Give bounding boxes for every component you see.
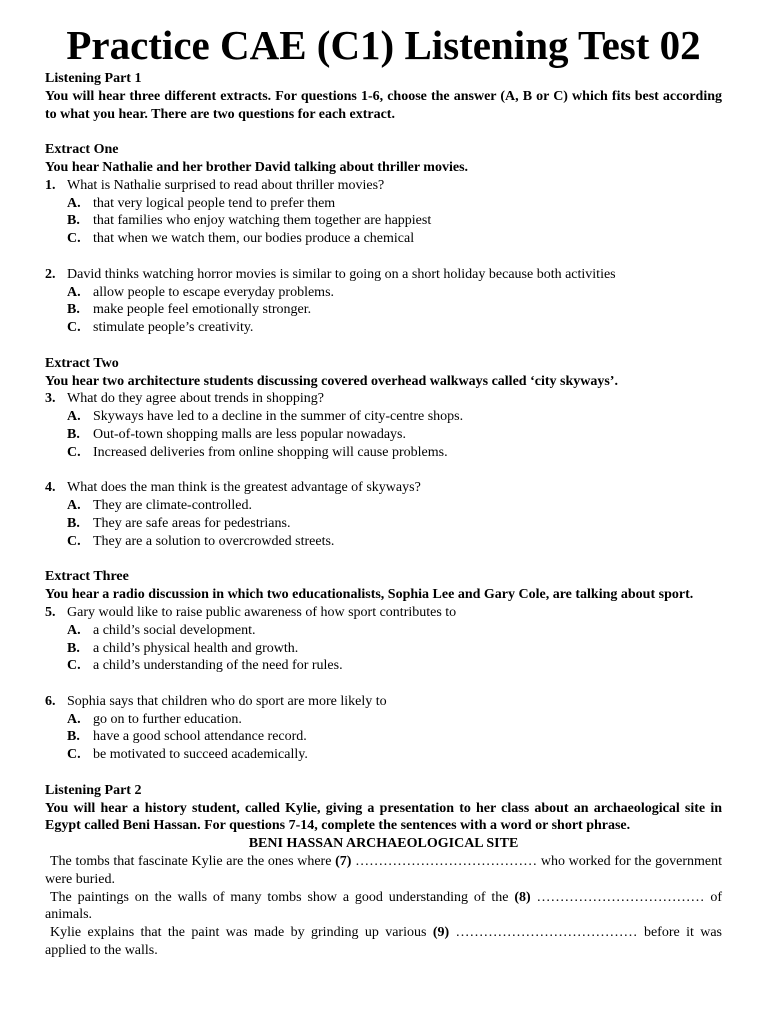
answer-option bbox=[45, 301, 722, 319]
answer-option bbox=[45, 728, 722, 746]
question-number: 5. bbox=[45, 604, 56, 620]
sentence-text: of animals. bbox=[45, 889, 723, 923]
option-text: a child’s understanding of the need for rules. bbox=[93, 658, 343, 674]
gap-fill-sentence bbox=[45, 889, 722, 925]
question-text: David thinks watching horror movies is similar to going on a short holiday because both activities bbox=[67, 266, 616, 282]
option-letter: C. bbox=[67, 533, 81, 549]
answer-option bbox=[45, 319, 722, 337]
gap-fill-sentence bbox=[45, 924, 722, 960]
answer-option bbox=[45, 230, 722, 248]
option-letter: B. bbox=[67, 213, 80, 229]
option-letter: B. bbox=[67, 426, 80, 442]
option-text: Skyways have led to a decline in the summer of city-centre shops. bbox=[93, 409, 464, 425]
option-text: allow people to escape everyday problems. bbox=[93, 284, 335, 300]
gap-number: (7) bbox=[335, 854, 352, 870]
question bbox=[45, 604, 722, 622]
option-letter: A. bbox=[67, 409, 81, 425]
question-text: What does the man think is the greatest advantage of skyways? bbox=[67, 480, 421, 496]
question-text: What do they agree about trends in shopping? bbox=[67, 391, 324, 407]
answer-blank[interactable]: ………………………………… bbox=[449, 925, 644, 941]
option-letter: A. bbox=[67, 195, 81, 211]
question bbox=[45, 266, 722, 284]
option-text: that very logical people tend to prefer them bbox=[93, 195, 336, 211]
option-text: that families who enjoy watching them together are happiest bbox=[93, 213, 432, 229]
extract-heading: Extract Two bbox=[45, 355, 119, 371]
question-text: Gary would like to raise public awareness of how sport contributes to bbox=[67, 604, 457, 620]
option-text: They are safe areas for pedestrians. bbox=[93, 515, 291, 531]
answer-option bbox=[45, 497, 722, 515]
section-title: BENI HASSAN ARCHAEOLOGICAL SITE bbox=[248, 836, 519, 852]
gap-number: (9) bbox=[432, 925, 450, 941]
option-text: They are a solution to overcrowded streets. bbox=[93, 533, 335, 549]
option-letter: A. bbox=[67, 622, 81, 638]
gap-fill-sentence bbox=[45, 853, 722, 889]
sentence-text: The paintings on the walls of many tombs show a good understanding of the bbox=[50, 889, 515, 905]
answer-option bbox=[45, 711, 722, 729]
answer-option bbox=[45, 746, 722, 764]
option-text: have a good school attendance record. bbox=[93, 729, 307, 745]
part1-instructions: You will hear three different extracts. For questions 1-6, choose the answer (A, B or C) which fits best according to what you hear. There are two questions for each extract. bbox=[45, 88, 722, 122]
answer-option bbox=[45, 533, 722, 551]
question-number: 3. bbox=[45, 391, 56, 407]
option-letter: C. bbox=[67, 444, 81, 460]
option-letter: B. bbox=[67, 640, 80, 656]
option-letter: A. bbox=[67, 498, 81, 514]
question bbox=[45, 177, 722, 195]
sentence-text: before it was applied to the walls. bbox=[45, 925, 723, 959]
answer-option bbox=[45, 515, 722, 533]
option-text: Out-of-town shopping malls are less popular nowadays. bbox=[93, 426, 406, 442]
option-letter: C. bbox=[67, 747, 81, 763]
gap-number: (8) bbox=[514, 889, 531, 905]
option-text: go on to further education. bbox=[93, 711, 242, 727]
answer-option bbox=[45, 195, 722, 213]
option-text: that when we watch them, our bodies produce a chemical bbox=[93, 231, 415, 247]
option-letter: B. bbox=[67, 302, 80, 318]
answer-blank[interactable]: ……………………………… bbox=[530, 889, 711, 905]
sentence-text: The tombs that fascinate Kylie are the ones where bbox=[50, 854, 336, 870]
answer-option bbox=[45, 640, 722, 658]
option-letter: C. bbox=[67, 658, 81, 674]
answer-option bbox=[45, 426, 722, 444]
question bbox=[45, 693, 722, 711]
option-text: be motivated to succeed academically. bbox=[93, 747, 308, 763]
question bbox=[45, 479, 722, 497]
question-text: What is Nathalie surprised to read about thriller movies? bbox=[67, 177, 385, 193]
question bbox=[45, 390, 722, 408]
extract-intro: You hear a radio discussion in which two educationalists, Sophia Lee and Gary Cole, are talking about sport. bbox=[45, 587, 694, 603]
option-letter: C. bbox=[67, 231, 81, 247]
extract-heading: Extract One bbox=[45, 142, 119, 158]
extract-intro: You hear two architecture students discussing covered overhead walkways called ‘city skyways’. bbox=[45, 373, 618, 389]
question-number: 1. bbox=[45, 177, 56, 193]
question-number: 6. bbox=[45, 693, 56, 709]
option-text: make people feel emotionally stronger. bbox=[93, 302, 312, 318]
document-page bbox=[45, 20, 722, 960]
question-text: Sophia says that children who do sport are more likely to bbox=[67, 693, 387, 709]
option-text: They are climate-controlled. bbox=[93, 498, 252, 514]
extract-intro: You hear Nathalie and her brother David talking about thriller movies. bbox=[45, 159, 469, 175]
part2-instructions: You will hear a history student, called Kylie, giving a presentation to her class about an archaeological site in Egypt called Beni Hassan. For questions 7-14, complete the sentences with a word or short phrase. bbox=[45, 800, 722, 834]
option-letter: A. bbox=[67, 711, 81, 727]
answer-option bbox=[45, 212, 722, 230]
option-text: a child’s social development. bbox=[93, 622, 256, 638]
question-number: 2. bbox=[45, 266, 56, 282]
option-letter: A. bbox=[67, 284, 81, 300]
answer-blank[interactable]: ………………………………… bbox=[351, 854, 541, 870]
sentence-text: who worked for the government were buried. bbox=[45, 854, 723, 887]
answer-option bbox=[45, 408, 722, 426]
option-text: stimulate people’s creativity. bbox=[93, 320, 254, 336]
part1-heading: Listening Part 1 bbox=[45, 71, 142, 86]
option-letter: B. bbox=[67, 729, 80, 745]
extract-heading: Extract Three bbox=[45, 569, 129, 585]
sentence-text: Kylie explains that the paint was made by grinding up various bbox=[50, 925, 433, 941]
part2-heading: Listening Part 2 bbox=[45, 782, 142, 798]
question-number: 4. bbox=[45, 480, 56, 496]
option-text: a child’s physical health and growth. bbox=[93, 640, 299, 656]
option-letter: B. bbox=[67, 515, 80, 531]
page-title: Practice CAE (C1) Listening Test 02 bbox=[66, 22, 701, 68]
option-text: Increased deliveries from online shopping will cause problems. bbox=[93, 444, 448, 460]
answer-option bbox=[45, 657, 722, 675]
answer-option bbox=[45, 284, 722, 302]
option-letter: C. bbox=[67, 320, 81, 336]
answer-option bbox=[45, 622, 722, 640]
answer-option bbox=[45, 444, 722, 462]
